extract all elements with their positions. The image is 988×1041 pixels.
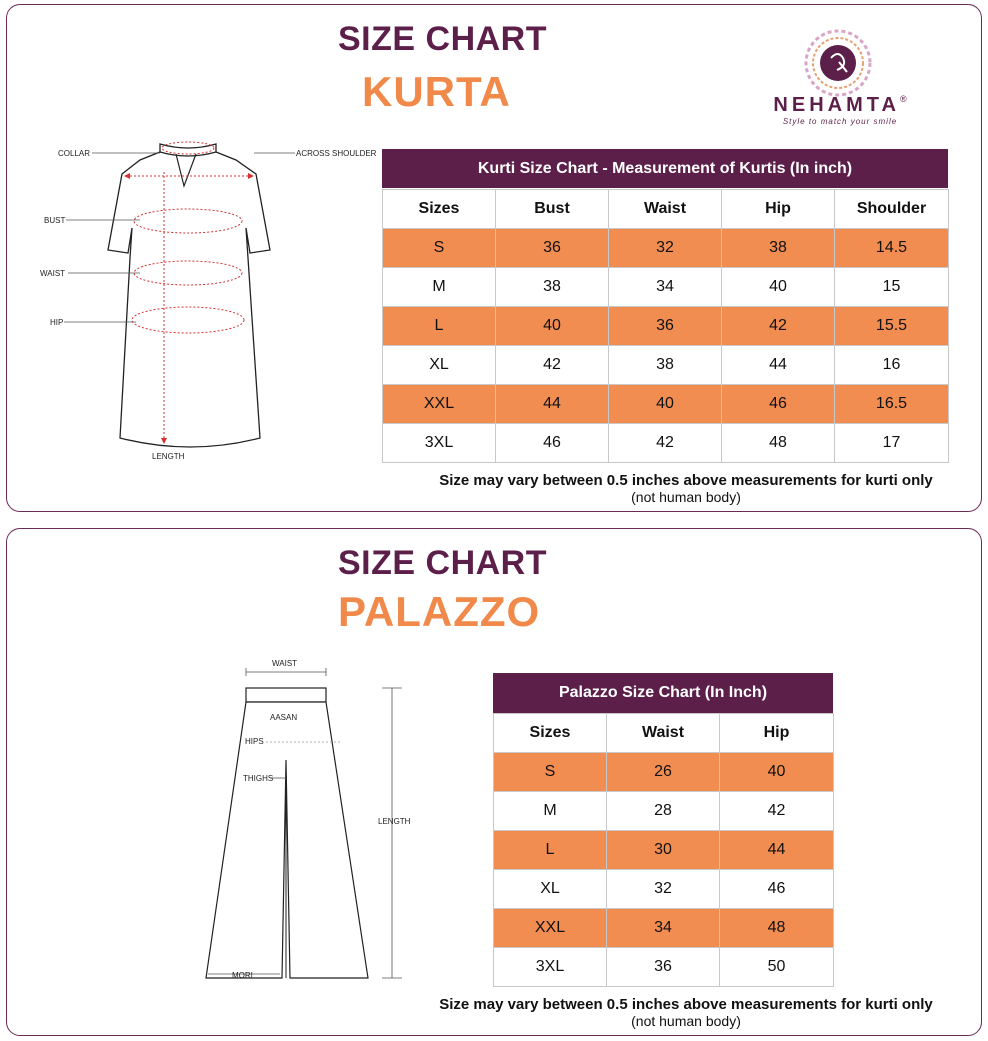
- table-header-row: [383, 190, 949, 229]
- table-cell: 38: [722, 229, 835, 268]
- table-cell: 28: [607, 792, 720, 831]
- header-cell: Sizes: [383, 190, 496, 229]
- kurta-heading: SIZE CHART: [338, 20, 547, 58]
- table-cell: 40: [496, 307, 609, 346]
- table-cell: 30: [607, 831, 720, 870]
- header-cell: Hip: [722, 190, 835, 229]
- brand-name: NEHAMTA: [773, 94, 900, 116]
- table-cell: 42: [720, 792, 834, 831]
- table-row: [383, 307, 949, 346]
- table-cell: 34: [609, 268, 722, 307]
- table-cell: 50: [720, 948, 834, 987]
- table-row: [383, 268, 949, 307]
- table-cell: 42: [609, 424, 722, 463]
- table-row: [494, 792, 834, 831]
- table-cell: 26: [607, 753, 720, 792]
- table-cell: 40: [720, 753, 834, 792]
- palazzo-label-mori: MORI: [232, 971, 253, 980]
- table-row: [494, 870, 834, 909]
- table-cell: 34: [607, 909, 720, 948]
- table-row: [383, 385, 949, 424]
- table-cell: 16.5: [835, 385, 949, 424]
- table-cell: 48: [722, 424, 835, 463]
- brand-tagline: Style to match your smile: [782, 117, 898, 126]
- table-cell: 46: [496, 424, 609, 463]
- table-cell: 48: [720, 909, 834, 948]
- header-cell: Hip: [720, 714, 834, 753]
- kurta-note: [412, 472, 960, 505]
- table-cell: 44: [496, 385, 609, 424]
- table-cell: L: [383, 307, 496, 346]
- table-cell: 40: [609, 385, 722, 424]
- kurta-label-collar: COLLAR: [58, 149, 91, 158]
- brand-registered: ®: [899, 94, 907, 104]
- header-cell: Waist: [607, 714, 720, 753]
- kurta-note-bold: Size may vary between 0.5 inches above measurements for kurti only: [439, 472, 933, 489]
- kurta-size-table: [382, 189, 949, 463]
- header-cell: Shoulder: [835, 190, 949, 229]
- palazzo-size-table: [493, 713, 834, 987]
- table-cell: M: [383, 268, 496, 307]
- table-cell: 32: [607, 870, 720, 909]
- header-cell: Sizes: [494, 714, 607, 753]
- table-cell: 3XL: [383, 424, 496, 463]
- table-cell: 32: [609, 229, 722, 268]
- palazzo-note: [412, 996, 960, 1029]
- table-cell: 40: [722, 268, 835, 307]
- table-cell: L: [494, 831, 607, 870]
- kurta-label-across-shoulder: ACROSS SHOULDER: [296, 149, 377, 158]
- brand-logo-icon: [803, 28, 873, 98]
- palazzo-table-title: Palazzo Size Chart (In Inch): [493, 673, 833, 713]
- table-cell: 36: [496, 229, 609, 268]
- table-cell: 15: [835, 268, 949, 307]
- kurta-product-title: KURTA: [362, 68, 511, 115]
- palazzo-label-aasan: AASAN: [270, 713, 298, 722]
- table-row: [494, 831, 834, 870]
- brand-block: [740, 94, 940, 126]
- table-cell: M: [494, 792, 607, 831]
- table-cell: XXL: [383, 385, 496, 424]
- table-row: [383, 229, 949, 268]
- table-cell: S: [494, 753, 607, 792]
- table-cell: 14.5: [835, 229, 949, 268]
- kurta-label-waist: WAIST: [40, 269, 66, 278]
- table-row: [383, 346, 949, 385]
- palazzo-heading: SIZE CHART: [338, 544, 547, 582]
- table-cell: XL: [383, 346, 496, 385]
- kurta-label-bust: BUST: [44, 216, 66, 225]
- header-cell: Bust: [496, 190, 609, 229]
- table-cell: 15.5: [835, 307, 949, 346]
- table-row: [383, 424, 949, 463]
- table-cell: 46: [722, 385, 835, 424]
- table-cell: 44: [720, 831, 834, 870]
- table-row: [494, 753, 834, 792]
- palazzo-label-length: LENGTH: [378, 817, 411, 826]
- table-cell: 3XL: [494, 948, 607, 987]
- table-cell: XL: [494, 870, 607, 909]
- table-cell: 36: [609, 307, 722, 346]
- table-cell: 16: [835, 346, 949, 385]
- kurta-leader-lines: [40, 140, 380, 460]
- table-cell: 42: [496, 346, 609, 385]
- palazzo-product-title: PALAZZO: [338, 588, 541, 635]
- table-cell: 46: [720, 870, 834, 909]
- table-cell: 17: [835, 424, 949, 463]
- kurta-label-length: LENGTH: [152, 452, 185, 461]
- palazzo-label-hips: HIPS: [245, 737, 264, 746]
- kurta-note-sub: (not human body): [631, 489, 741, 505]
- table-cell: S: [383, 229, 496, 268]
- palazzo-note-sub: (not human body): [631, 1013, 741, 1029]
- table-cell: 36: [607, 948, 720, 987]
- palazzo-label-thighs: THIGHS: [243, 774, 274, 783]
- kurta-label-hip: HIP: [50, 318, 64, 327]
- table-row: [494, 909, 834, 948]
- palazzo-note-bold: Size may vary between 0.5 inches above measurements for kurti only: [439, 996, 933, 1013]
- palazzo-label-waist: WAIST: [272, 659, 298, 668]
- table-cell: 44: [722, 346, 835, 385]
- header-cell: Waist: [609, 190, 722, 229]
- table-cell: 38: [496, 268, 609, 307]
- table-header-row: [494, 714, 834, 753]
- table-cell: 42: [722, 307, 835, 346]
- table-row: [494, 948, 834, 987]
- table-cell: 38: [609, 346, 722, 385]
- kurta-table-title: Kurti Size Chart - Measurement of Kurtis (In inch): [382, 149, 948, 188]
- table-cell: XXL: [494, 909, 607, 948]
